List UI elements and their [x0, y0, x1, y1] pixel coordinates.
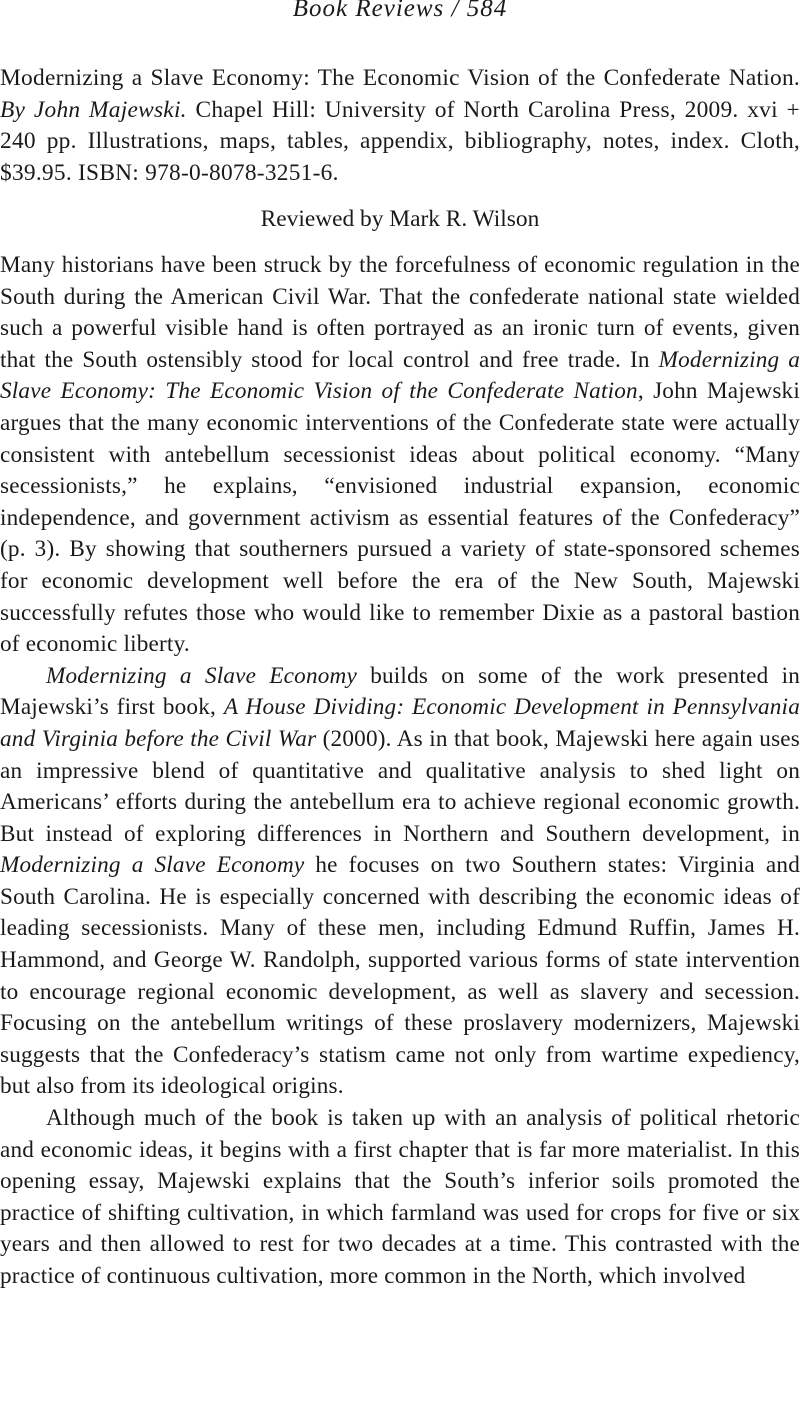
running-head: Book Reviews / 584: [292, 0, 508, 22]
paragraph-2-text-a: builds on some of the work presented in Majewski’s first book,: [0, 662, 800, 721]
paragraph-1-text-a: Many historians have been struck by the forcefulness of economic regulation in the South during the American Civil War. That the confederate national state wielded such a powerful visible hand is often portrayed as an ironic turn of events, given that the South ostensibly stood for local control and free trade. In: [0, 252, 800, 373]
book-title: Modernizing a Slave Economy: The Economic Vision of the Confederate Nation.: [0, 65, 800, 91]
review-body: [0, 250, 800, 1293]
paragraph-2-book-title-1: Modernizing a Slave Economy: [46, 662, 357, 689]
paragraph-2-book-title-2: A House Dividing: Economic Development in Pennsylvania and Virginia before the Civil War: [0, 694, 800, 752]
paragraph-3-text-a: Although much of the book is taken up with an analysis of political rhetoric and economic ideas, it begins with a first chapter that is far more materialist. In this opening essay, Majewski explains that the South’s inferior soils promoted the practice of shifting cultivation, in which farmland was used for crops for five or six years and then allowed to rest for two decades at a time. This contrasted with the practice of continuous cultivation, more common in the North, which involved: [0, 1105, 800, 1289]
paragraph-1-text-b: , John Majewski argues that the many economic interventions of the Confederate state were actually consistent with antebellum secessionist ideas about political economy. “Many secessionists,” he explains, “envisioned industrial expansion, economic independence, and government activism as essential features of the Confederacy” (p. 3). By showing that southerners pursued a variety of state-sponsored schemes for economic development well before the era of the New South, Majewski successfully refutes those who would like to remember Dixie as a pastoral bastion of economic liberty.: [0, 378, 800, 658]
paragraph-2: [0, 661, 800, 1103]
paragraph-2-text-c: he focuses on two Southern states: Virginia and South Carolina. He is especially concerned with describing the economic ideas of leading secessionists. Many of these men, including Edmund Ruffin, James H. Hammond, and George W. Randolph, supported various forms of state intervention to encourage regional economic development, as well as slavery and secession. Focusing on the antebellum writings of these proslavery modernizers, Majewski suggests that the Confederacy’s statism came not only from wartime expediency, but also from its ideological origins.: [0, 852, 800, 1100]
paragraph-3: [0, 1103, 800, 1293]
paragraph-2-text-b: (2000). As in that book, Majewski here again uses an impressive blend of quantitative and qualitative analysis to shed light on Americans’ efforts during the antebellum era to achieve regional economic growth. But instead of exploring differences in Northern and Southern development, in: [0, 725, 800, 847]
paragraph-1: [0, 250, 800, 661]
publication-details: Chapel Hill: University of North Carolina Press, 2009. xvi + 240 pp. Illustrations, maps, tables, appendix, bibliography, notes, index. Cloth, $39.95. ISBN: 978-0-8078-3251-6.: [0, 96, 800, 186]
book-author: By John Majewski.: [0, 96, 187, 123]
book-citation: [0, 63, 800, 189]
paragraph-1-book-title: Modernizing a Slave Economy: The Economic Vision of the Confederate Nation: [0, 346, 800, 405]
paragraph-2-book-title-3: Modernizing a Slave Economy: [0, 852, 305, 879]
reviewer-line: Reviewed by Mark R. Wilson: [260, 206, 540, 232]
